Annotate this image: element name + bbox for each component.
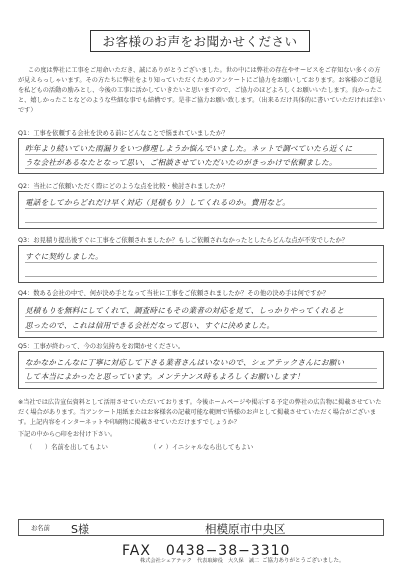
answer-2-line-1: 電話をしてからどれだけ早く対応（見積もり）してくれるのか。費用など。	[25, 198, 290, 207]
option-name-ok[interactable]: （ ）名前を出してもよい	[26, 444, 108, 451]
answer-3-line-1: すぐに契約しました。	[25, 252, 103, 261]
question-4-label: Q4：数ある会社の中で、何が決め手となって当社に工事をご依頼されましたか？その他の決め手は何ですか？	[18, 290, 330, 297]
page-title-text: お客様のお声をお聞かせください	[102, 34, 298, 49]
question-1-label: Q1：工事を依頼する会社を決める前にどんなことで悩まれていましたか？	[18, 130, 229, 137]
fax-number: FAX 0438−38−3310	[122, 543, 291, 559]
answer-box-5	[18, 351, 384, 389]
thanks-text: ご協力ありがとうございました。	[262, 558, 345, 564]
answer-box-1	[18, 138, 384, 174]
name-field-box	[18, 519, 384, 536]
answer-box-3	[18, 245, 384, 283]
consent-note: ※当社では広告宣伝資料として活用させていただいております。今後ホームページや掲示する予定の弊社の広告物に掲載させていただく場合があります。当アンケート用紙またはお客様名の記載可能な範囲で皆様のお声として掲載させていただく場合がございます。上記内容をインターネットや印刷物に掲載させていただけますでしょうか？	[18, 399, 382, 426]
answer-box-2	[18, 191, 384, 229]
answer-4-line-2: 思ったので、これは信用できる会社だなって思い、すぐに決めました。	[25, 321, 275, 330]
question-2-label: Q2：当社にご依頼いただく際にどのような点を比較・検討されましたか？	[18, 183, 229, 190]
answer-5-line-1: なかなかこんなに丁寧に対応して下さる業者さんはいないので、シェアテックさんにお願い	[25, 358, 345, 367]
customer-city: 相模原市中央区	[205, 522, 286, 536]
answer-1-line-1: 昨年より続いていた雨漏りをいつ修理しようか悩んでいました。ネットで調べていたら近くに	[25, 144, 353, 153]
options-prompt: 下記の中から○印をお付け下さい。	[18, 431, 117, 438]
company-signature: 株式会社シェアテック 代表取締役 大久保 誠二	[140, 558, 260, 564]
answer-4-line-1: 見積もりを無料にしてくれて、調査時にもその業者の対応を見て、しっかりやってくれると	[25, 306, 345, 315]
question-3-label: Q3：お見積り提出後すぐに工事をご依頼されましたか？もしご依頼されなかったとしたらどんな点が不安でしたか？	[18, 237, 349, 244]
answer-1-line-2: うな会社があるなたとなって思い、ご相談させていただいたのがきっかけで依頼ました。	[25, 158, 337, 167]
answer-5-line-2: して本当によかったと思っています。メンテナンス時もよろしくお願いします！	[25, 372, 305, 381]
page-title	[90, 30, 310, 52]
intro-paragraph: この度は弊社に工事をご用命いただき、誠にありがとうございました。世の中には弊社の存在やサービスをご存知ない多くの方が見えらっしゃいます。その方たちに弊社をより知っていただくためのアンケートにご協力をお願いしております。お客様のご意見を私どもの活動の励みとし、今後の工事に活かしていきたいと思いますので、ご協力のほどよろしくお願いいたします。良かったこと、嬉しかったことなどのような些細な事でも結構です。是非ご協力お願い致します。（出来るだけ具体的に書いていただければ幸いです）	[18, 67, 386, 114]
answer-box-4	[18, 298, 384, 338]
customer-name: S様	[71, 523, 89, 536]
name-label: お名前	[31, 525, 50, 532]
option-initial-ok[interactable]: （ ✓ ）イニシャルなら出してもよい	[150, 444, 254, 451]
question-5-label: Q5：工事が終わって、今のお気持ちをお聞かせください。	[18, 343, 185, 350]
